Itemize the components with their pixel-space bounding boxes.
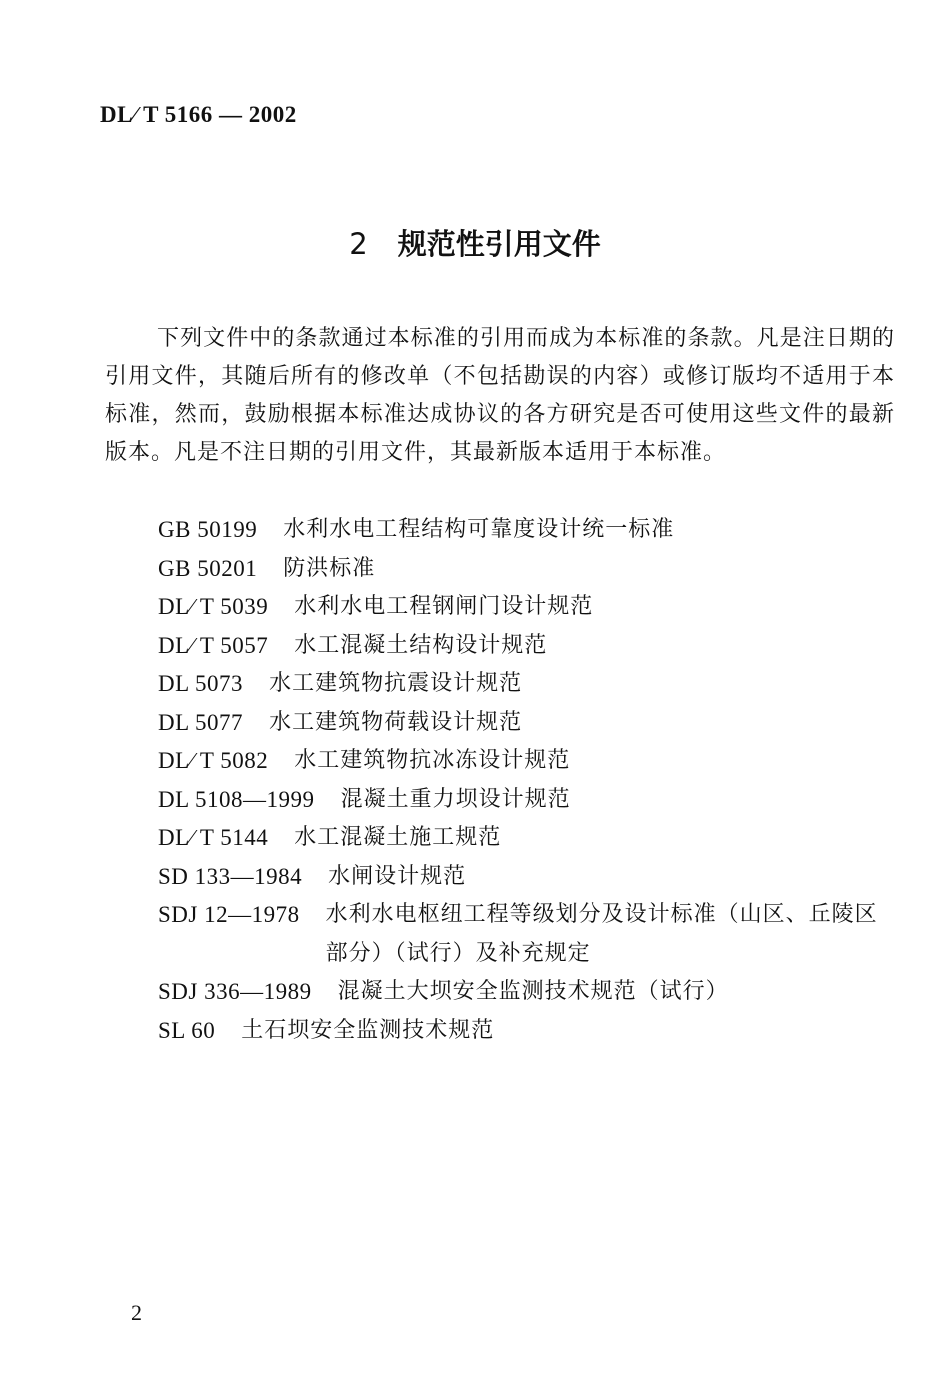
reference-item xyxy=(158,858,898,897)
reference-item xyxy=(158,973,898,1012)
reference-title: 土石坝安全监测技术规范 xyxy=(241,1017,495,1043)
section-heading xyxy=(0,222,950,263)
intro-paragraph: 下列文件中的条款通过本标准的引用而成为本标准的条款。凡是注日期的引用文件，其随后所有的修改单（不包括勘误的内容）或修订版均不适用于本标准，然而，鼓励根据本标准达成协议的各方研究是否可使用这些文件的最新版本。凡是不注日期的引用文件，其最新版本适用于本标准。 xyxy=(105,326,895,465)
reference-title: 防洪标准 xyxy=(283,555,376,581)
reference-title: 水利水电工程钢闸门设计规范 xyxy=(294,594,594,619)
reference-code: SDJ 336—1989 xyxy=(158,979,312,1004)
reference-title: 水利水电工程结构可靠度设计统一标准 xyxy=(283,517,675,542)
reference-code: DL 5073 xyxy=(158,671,244,696)
reference-code: DL∕ T 5082 xyxy=(158,748,269,773)
reference-title: 水工建筑物抗震设计规范 xyxy=(269,671,523,696)
reference-list xyxy=(158,511,898,1050)
reference-item xyxy=(158,781,898,820)
reference-code: DL∕ T 5057 xyxy=(158,632,269,658)
reference-title: 水工建筑物荷载设计规范 xyxy=(269,709,523,735)
reference-title: 水闸设计规范 xyxy=(328,863,467,889)
document-code-header: DL∕ T 5166 — 2002 xyxy=(100,102,297,127)
reference-title: 混凝土重力坝设计规范 xyxy=(340,786,571,812)
reference-title: 水工混凝土施工规范 xyxy=(294,825,502,850)
reference-code: SL 60 xyxy=(158,1017,216,1043)
reference-title: 混凝土大坝安全监测技术规范（试行） xyxy=(337,979,729,1004)
section-title: 规范性引用文件 xyxy=(397,227,601,261)
reference-code: DL 5108—1999 xyxy=(158,786,315,812)
reference-item xyxy=(158,665,898,704)
reference-item xyxy=(158,704,898,743)
reference-code: SDJ 12—1978 xyxy=(158,902,300,927)
reference-item xyxy=(158,588,898,627)
reference-code: DL 5077 xyxy=(158,709,244,735)
reference-item xyxy=(158,896,898,973)
reference-code: GB 50199 xyxy=(158,517,258,542)
reference-item xyxy=(158,819,898,858)
reference-item xyxy=(158,1012,898,1051)
reference-item xyxy=(158,627,898,666)
reference-title: 水利水电枢纽工程等级划分及设计标准（山区、丘陵区部分）（试行）及补充规定 xyxy=(325,902,878,966)
page-number: 2 xyxy=(131,1300,142,1325)
reference-code: DL∕ T 5144 xyxy=(158,825,269,850)
reference-item xyxy=(158,550,898,589)
reference-code: SD 133—1984 xyxy=(158,863,303,889)
reference-item xyxy=(158,742,898,781)
reference-code: GB 50201 xyxy=(158,555,258,581)
reference-code: DL∕ T 5039 xyxy=(158,594,269,619)
reference-title: 水工建筑物抗冰冻设计规范 xyxy=(294,748,571,773)
reference-title: 水工混凝土结构设计规范 xyxy=(294,632,548,658)
section-number: 2 xyxy=(349,227,368,261)
reference-item xyxy=(158,511,898,550)
